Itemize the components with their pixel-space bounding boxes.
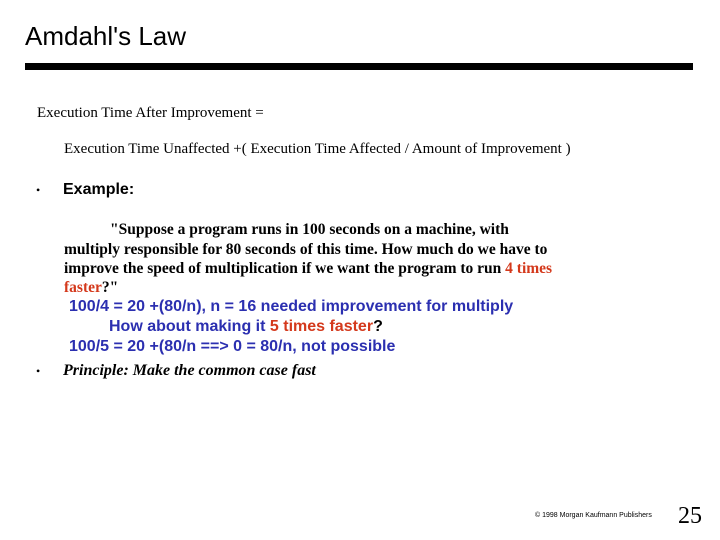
bullet-icon: •	[36, 364, 41, 378]
formula-line-2: Execution Time Unaffected +( Execution Time Affected / Amount of Improvement )	[64, 141, 571, 157]
principle-text: Principle: Make the common case fast	[63, 362, 316, 379]
quote-line-3-text: improve the speed of multiplication if we want the program to run	[64, 260, 506, 277]
question-2-text: How about making it	[109, 318, 270, 335]
quote-line-3	[64, 259, 552, 279]
example-label: Example:	[63, 181, 135, 198]
answer-line-1: 100/4 = 20 +(80/n), n = 16 needed improvement for multiply	[69, 298, 514, 315]
copyright-notice: © 1998 Morgan Kaufmann Publishers	[535, 512, 652, 519]
answer-line-2: 100/5 = 20 +(80/n ==> 0 = 80/n, not possible	[69, 338, 396, 355]
highlight-five-times-faster: 5 times faster	[269, 318, 374, 335]
slide-title: Amdahl's Law	[25, 21, 187, 51]
question-2-mark: ?	[373, 318, 383, 335]
highlight-four-times: 4 times	[505, 260, 553, 277]
page-number: 25	[678, 503, 702, 529]
title-underline-rule	[25, 63, 693, 70]
quote-line-1: "Suppose a program runs in 100 seconds on a machine, with	[110, 221, 509, 238]
quote-line-4	[64, 278, 118, 298]
quote-close: ?"	[101, 279, 119, 296]
question-line-2	[109, 317, 383, 337]
formula-line-1: Execution Time After Improvement =	[37, 105, 264, 121]
highlight-faster: faster	[64, 279, 102, 296]
bullet-icon: •	[36, 183, 41, 197]
quote-line-2: multiply responsible for 80 seconds of this time. How much do we have to	[64, 241, 548, 258]
